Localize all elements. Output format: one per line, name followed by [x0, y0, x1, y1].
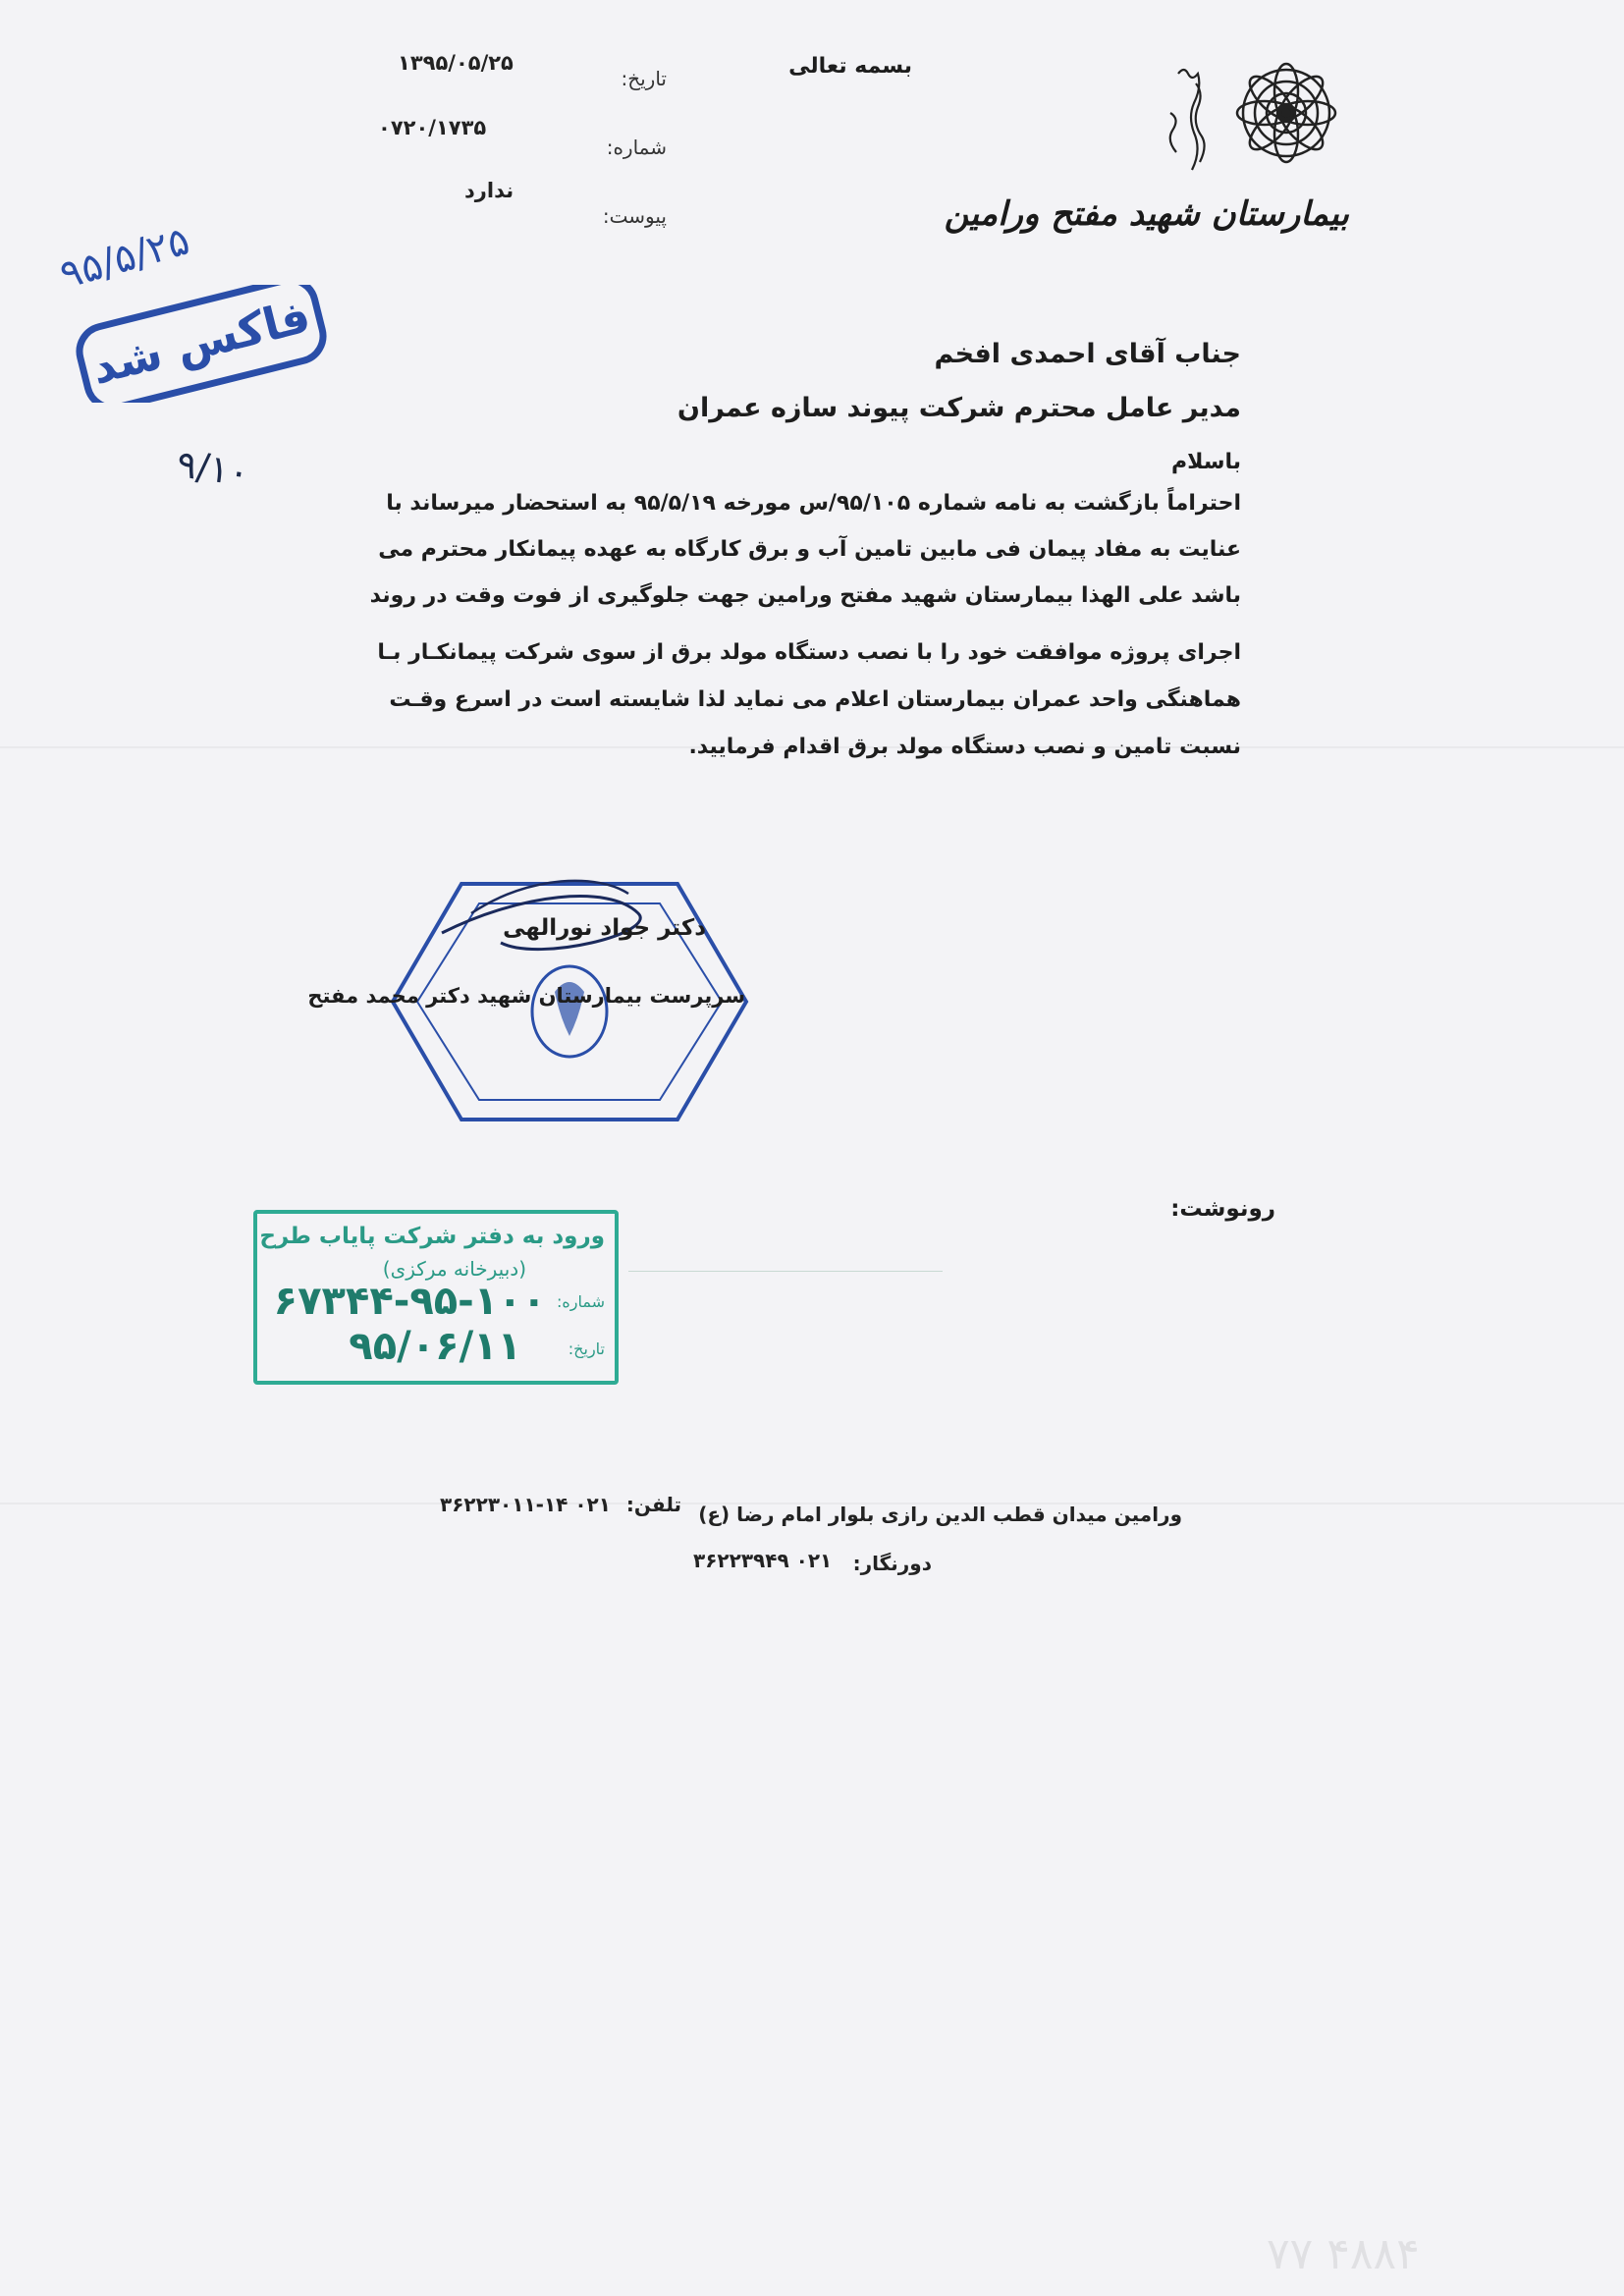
number-value: ۰۷۲۰/۱۷۳۵ [378, 116, 487, 139]
entry-stamp-subtitle: (دبیرخانه مرکزی) [382, 1257, 526, 1281]
fax-stamp-text: فاکس شد [85, 289, 316, 395]
fax-hand-time: ۹/۱۰ [174, 442, 252, 495]
fax-hand-date: ۹۵/۵/۲۵ [55, 218, 195, 299]
date-label: تاریخ: [621, 67, 667, 90]
entry-stamp [253, 1210, 619, 1385]
body-line: عنایت به مفاد پیمان فی مابین تامین آب و برق کارگاه به عهده پیمانکار محترم می [378, 537, 1241, 562]
signatory-title: سرپرست بیمارستان شهید دکتر محمد مفتح [307, 984, 745, 1008]
body-line: احتراماً بازگشت به نامه شماره ۹۵/۱۰۵/س مورخه ۹۵/۵/۱۹ به استحضار میرساند با [386, 491, 1241, 516]
footer-address: ورامین میدان قطب الدین رازی بلوار امام رضا (ع) [698, 1503, 1182, 1526]
body-line: اجرای پروژه موافقت خود را با نصب دستگاه مولد برق از سوی شرکت پیمانکـار بـا [377, 640, 1241, 665]
fax-stamp [69, 285, 334, 403]
cc-divider [628, 1271, 943, 1272]
addressee-title: مدیر عامل محترم شرکت پیوند سازه عمران [677, 393, 1241, 423]
body-line: هماهنگی واحد عمران بیمارستان اعلام می نماید لذا شایسته است در اسرع وقـت [389, 687, 1241, 712]
number-label: شماره: [606, 136, 667, 159]
body-line: نسبت تامین و نصب دستگاه مولد برق اقدام فرمایید. [688, 735, 1241, 759]
greeting: باسلام [1171, 450, 1241, 474]
basmala: بسمه تعالی [788, 54, 912, 79]
attachment-value: ندارد [464, 179, 514, 202]
footer-fax-value: ۰۲۱ ۳۶۲۲۳۹۴۹ [693, 1549, 833, 1572]
body-line: باشد علی الهذا بیمارستان شهید مفتح ورامین جهت جلوگیری از فوت وقت در روند [369, 583, 1241, 608]
addressee-name: جناب آقای احمدی افخم [934, 339, 1241, 369]
attachment-label: پیوست: [602, 204, 667, 228]
entry-number-label: شماره: [556, 1292, 605, 1311]
footer-phone-value: ۰۲۱ ۳۶۲۲۳۰۱۱-۱۴ [440, 1493, 611, 1516]
entry-number-value: ۶۷۳۴۴-۹۵-۱۰۰ [273, 1279, 546, 1324]
back-page-ghost-text: ۷۷ ۴۸۸۴ [1267, 2229, 1420, 2279]
hospital-name: بیمارستان شهید مفتح ورامین [944, 194, 1349, 234]
signatory-name: دکتر جواد نورالهی [503, 915, 706, 941]
entry-date-value: ۹۵/۰۶/۱۱ [349, 1324, 521, 1369]
entry-date-label: تاریخ: [568, 1339, 605, 1358]
footer-phone-label: تلفن: [625, 1493, 681, 1516]
entry-stamp-title: ورود به دفتر شرکت پایاب طرح [259, 1224, 605, 1249]
cc-label: رونوشت: [1170, 1196, 1275, 1222]
date-value: ۱۳۹۵/۰۵/۲۵ [398, 51, 514, 75]
footer-fax-label: دورنگار: [852, 1552, 932, 1575]
